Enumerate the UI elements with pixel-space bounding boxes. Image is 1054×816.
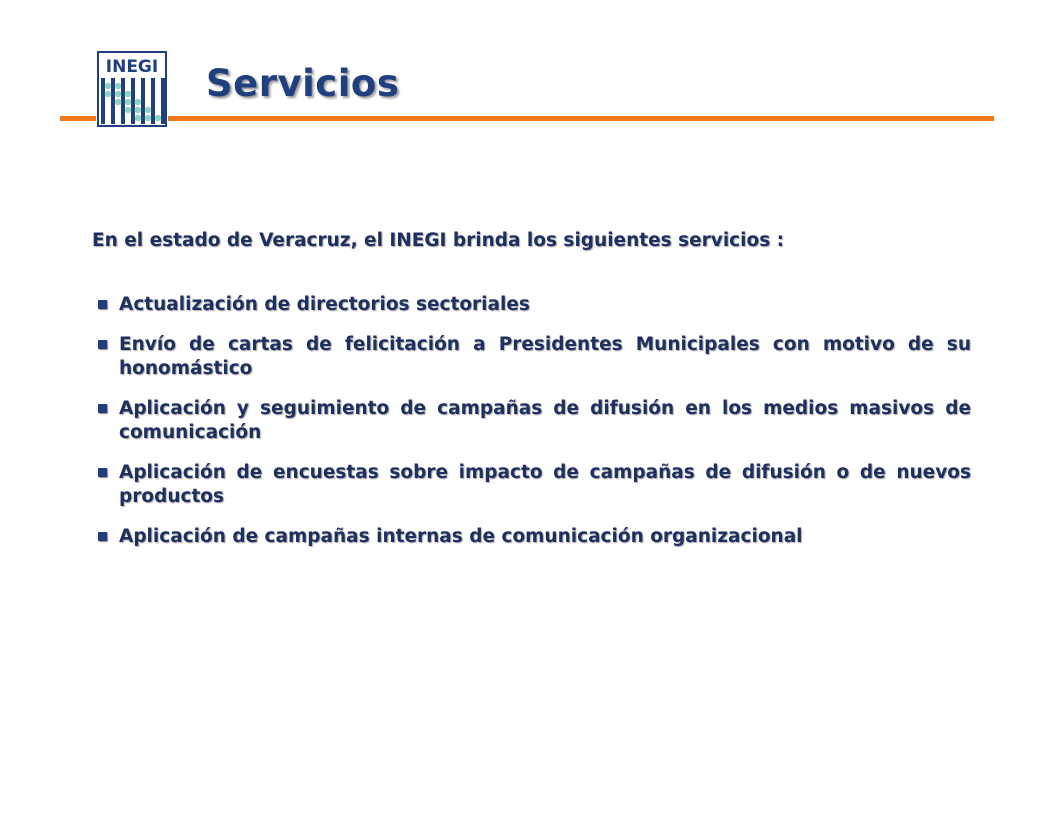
list-item: [95, 293, 971, 317]
bullet-icon: [98, 532, 107, 541]
list-item: [95, 461, 971, 509]
bullet-icon: [98, 300, 107, 309]
bullet-icon: [98, 404, 107, 413]
list-item-text: Aplicación de encuestas sobre impacto de campañas de difusión o de nuevos productos: [119, 462, 971, 507]
header-divider: [60, 116, 994, 121]
list-item-text: Aplicación y seguimiento de campañas de difusión en los medios masivos de comunicación: [119, 398, 971, 443]
page-title: Servicios: [206, 62, 400, 105]
bullet-icon: [98, 340, 107, 349]
list-item: [95, 397, 971, 445]
list-item-text: Actualización de directorios sectoriales: [119, 294, 530, 315]
bullet-icon: [98, 468, 107, 477]
services-list: [95, 293, 971, 565]
inegi-logo: [96, 50, 168, 128]
list-item: [95, 525, 971, 549]
list-item-text: Envío de cartas de felicitación a Presidentes Municipales con motivo de su honomástico: [119, 334, 971, 379]
list-item-text: Aplicación de campañas internas de comunicación organizacional: [119, 526, 803, 547]
list-item: [95, 333, 971, 381]
intro-text: En el estado de Veracruz, el INEGI brinda los siguientes servicios :: [92, 230, 785, 251]
logo-text: INEGI: [105, 57, 159, 77]
